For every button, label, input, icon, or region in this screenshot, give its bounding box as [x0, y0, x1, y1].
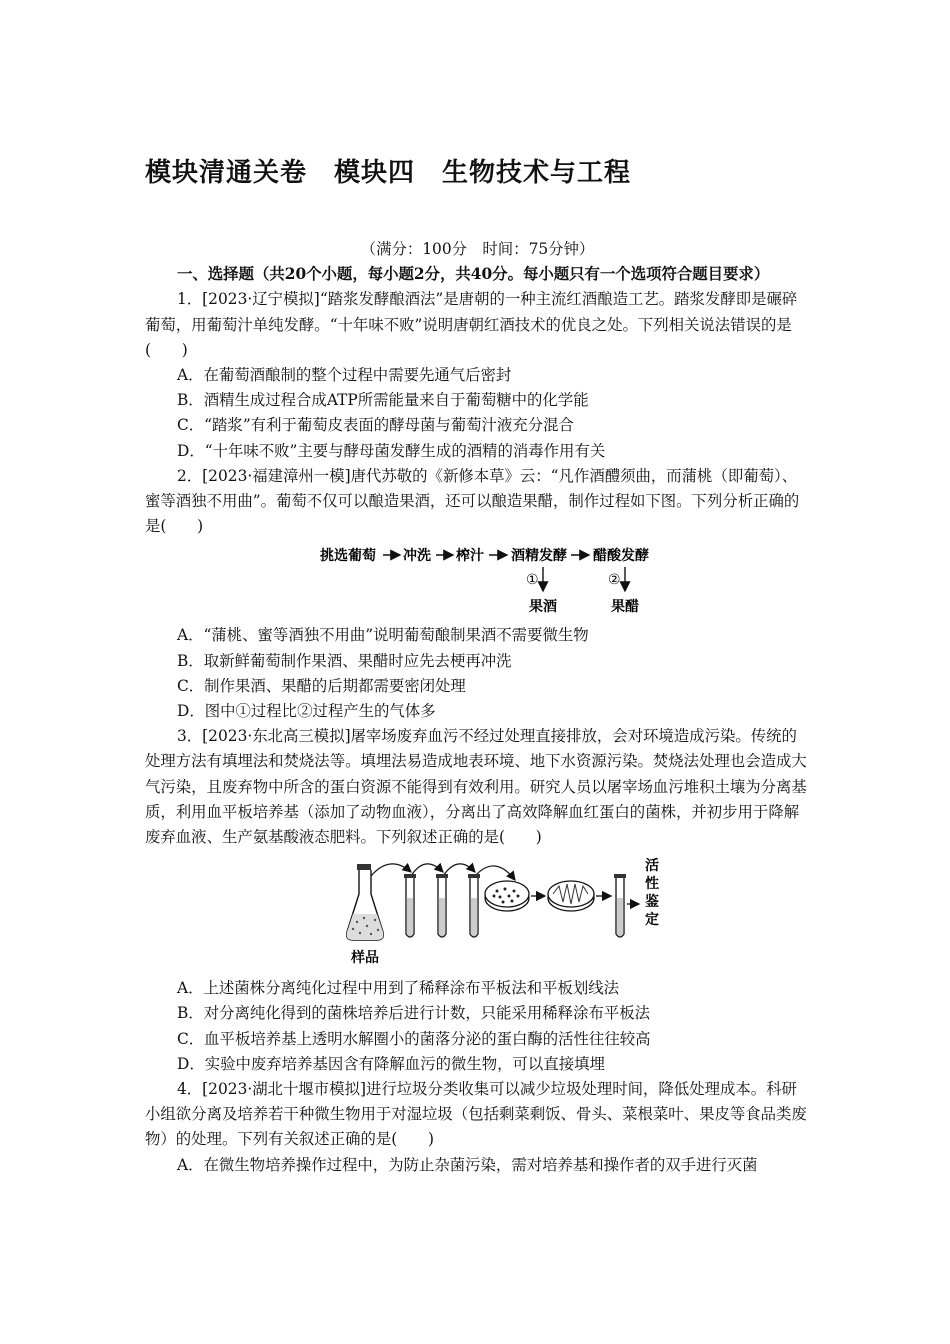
flow-step-acetic: 醋酸发酵	[593, 548, 649, 565]
assay-label-3: 鉴	[645, 894, 659, 911]
flow-mark-1: ①	[526, 572, 539, 589]
q1-stem: 1．[2023·辽宁模拟]“踏浆发酵酿酒法”是唐朝的一种主流红酒酿造工艺。踏浆发酵即是碾碎葡萄，用葡萄汁单纯发酵。“十年味不败”说明唐朝红酒技术的优良之处。下列相关说法错误的是( )	[145, 290, 798, 359]
q2-option-b: B．取新鲜葡萄制作果酒、果醋时应先去梗再冲洗	[177, 651, 512, 670]
q2-option-c: C．制作果酒、果醋的后期都需要密闭处理	[177, 676, 466, 695]
assay-label-4: 定	[645, 912, 659, 929]
flow-step-wash: 冲洗	[403, 548, 431, 565]
sample-label: 样品	[351, 950, 379, 967]
assay-label-1: 活	[645, 858, 659, 875]
flow-mark-2: ②	[608, 572, 621, 589]
test-tube-icon	[468, 874, 480, 937]
flow-step-alcohol: 酒精发酵	[511, 548, 567, 565]
flow-step-press: 榨汁	[456, 548, 484, 565]
test-tube-icon	[404, 874, 416, 937]
section-heading: 一、选择题（共20个小题，每小题2分，共40分。每小题只有一个选项符合题目要求）	[177, 265, 770, 284]
transfer-arrow	[475, 866, 515, 880]
q3-option-c: C．血平板培养基上透明水解圈小的菌落分泌的蛋白酶的活性往往较高	[177, 1029, 651, 1048]
test-tube-icon	[614, 874, 626, 937]
assay-label-2: 性	[645, 876, 659, 893]
isolation-diagram-svg	[145, 854, 810, 974]
q2-stem: 2．[2023·福建漳州一模]唐代苏敬的《新修本草》云：“凡作酒醴须曲，而蒲桃（即葡萄）、蜜等酒独不用曲”。葡萄不仅可以酿造果酒，还可以酿造果醋，制作过程如下图。下列分析正确的是( )	[145, 466, 800, 536]
q4-stem: 4．[2023·湖北十堰市模拟]进行垃圾分类收集可以减少垃圾处理时间，降低处理成本。科研小组欲分离及培养若干种微生物用于对湿垃圾（包括剩菜剩饭、骨头、菜根菜叶、果皮等食品类废物）的处理。下列有关叙述正确的是( )	[145, 1080, 807, 1149]
exam-meta: （满分：100分 时间：75分钟）	[360, 240, 595, 258]
q1-option-d: D．“十年味不败”主要与酵母菌发酵生成的酒精的消毒作用有关	[177, 441, 606, 460]
q2-option-d: D．图中①过程比②过程产生的气体多	[177, 702, 436, 721]
document-body	[145, 237, 810, 1178]
test-tube-icon	[436, 874, 448, 937]
q4-option-a: A．在微生物培养操作过程中，为防止杂菌污染，需对培养基和操作者的双手进行灭菌	[177, 1155, 758, 1174]
flow-product-vinegar: 果醋	[611, 599, 639, 616]
q3-option-a: A．上述菌株分离纯化过程中用到了稀释涂布平板法和平板划线法	[177, 979, 620, 998]
petri-dish-streak-icon	[548, 881, 594, 911]
q1-option-c: C．“踏浆”有利于葡萄皮表面的酵母菌与葡萄汁液充分混合	[177, 416, 574, 435]
flow-step-select: 挑选葡萄	[320, 548, 376, 565]
q2-option-a: A．“蒲桃、蜜等酒独不用曲”说明葡萄酿制果酒不需要微生物	[177, 626, 589, 645]
flow-diagram-svg	[145, 541, 810, 619]
q3-stem: 3．[2023·东北高三模拟]屠宰场废弃血污不经过处理直接排放，会对环境造成污染。传统的处理方法有填埋法和焚烧法等。填埋法易造成地表环境、地下水资源污染。焚烧法处理也会造成大气污染，且废弃物中所含的蛋白资源不能得到有效利用。研究人员以屠宰场血污堆积土壤为分离基质，利用血平板培养基（添加了动物血液），分离出了高效降解血红蛋白的菌株，并初步用于降解废弃血液、生产氨基酸液态肥料。下列叙述正确的是( )	[145, 727, 807, 847]
flow-product-wine: 果酒	[529, 599, 557, 616]
q1-option-b: B．酒精生成过程合成ATP所需能量来自于葡萄糖中的化学能	[177, 391, 589, 410]
q3-option-d: D．实验中废弃培养基因含有降解血污的微生物，可以直接填埋	[177, 1054, 605, 1073]
petri-dish-colonies-icon	[485, 881, 529, 911]
bacteria-isolation-diagram	[145, 854, 810, 974]
fermentation-flow-diagram	[145, 541, 810, 619]
flask-icon	[347, 864, 384, 940]
q3-option-b: B．对分离纯化得到的菌株培养后进行计数，只能采用稀释涂布平板法	[177, 1004, 651, 1023]
q1-option-a: A．在葡萄酒酿制的整个过程中需要先通气后密封	[177, 366, 512, 385]
page-title: 模块清通关卷 模块四 生物技术与工程	[145, 158, 632, 188]
